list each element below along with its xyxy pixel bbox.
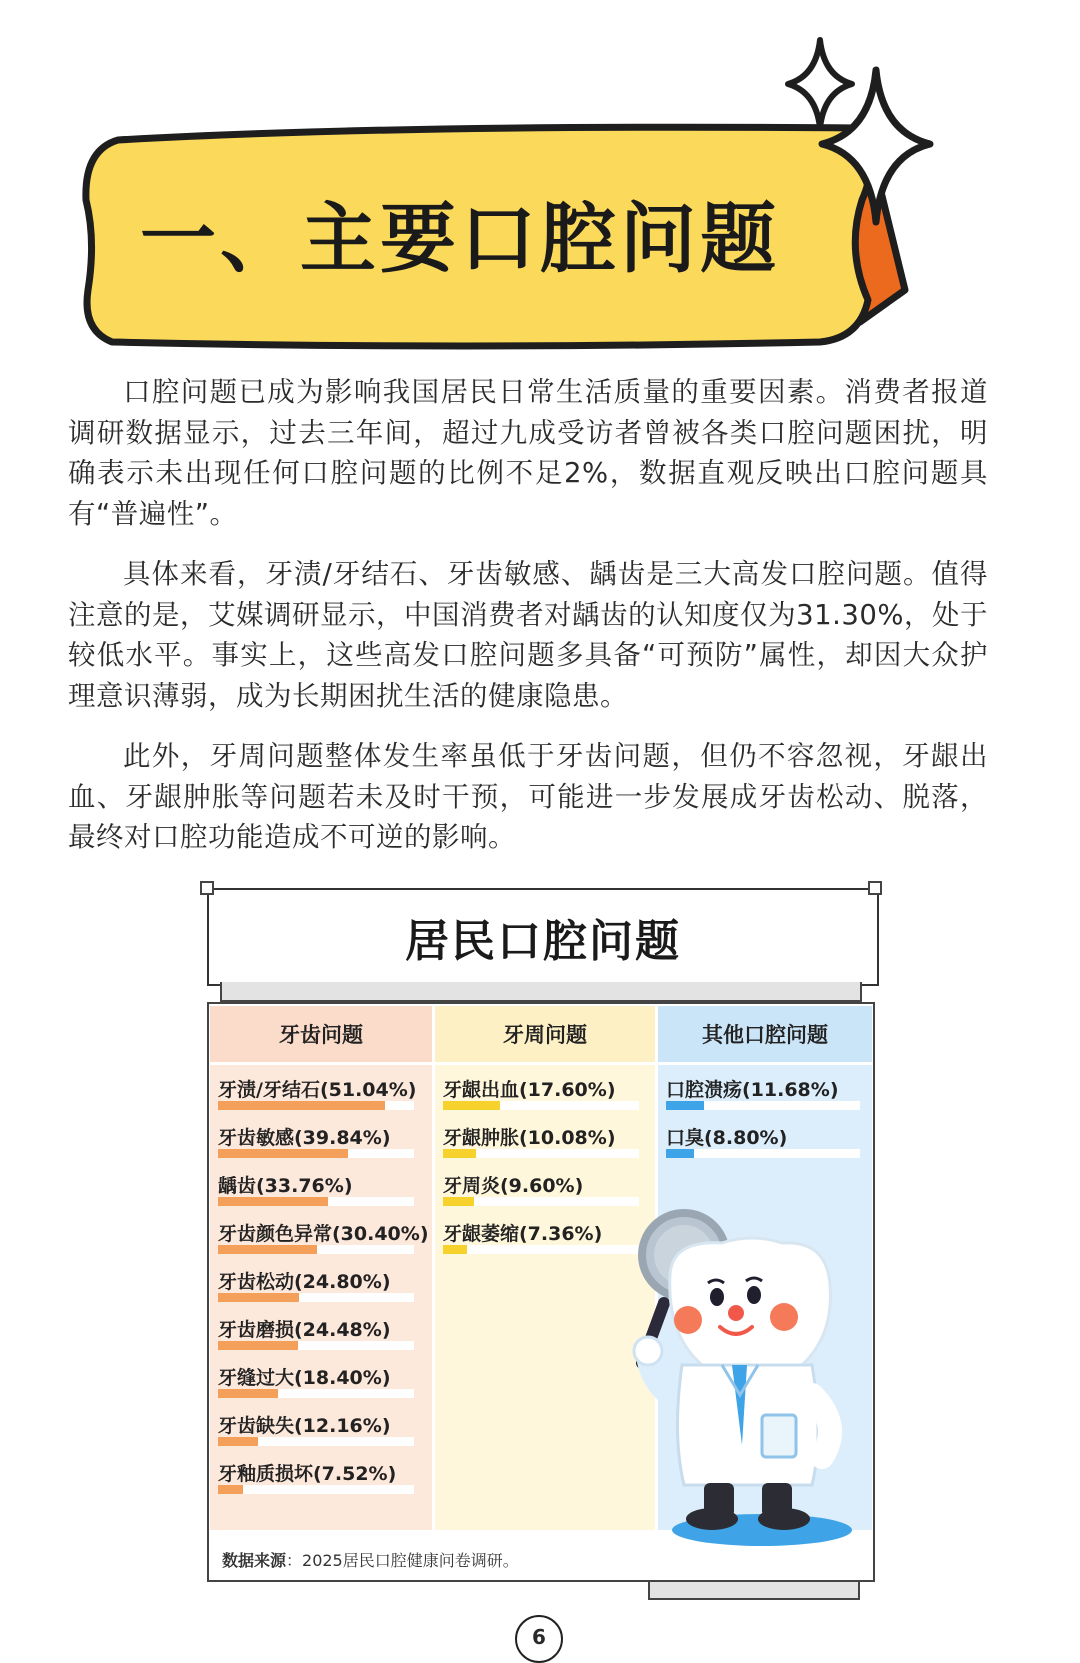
chart-item — [210, 1209, 432, 1257]
chart-bar-track — [666, 1101, 860, 1110]
chart-item-label: 牙龈肿胀(10.08%) — [443, 1127, 616, 1149]
corner-handle-left — [200, 881, 214, 895]
chart-bar — [666, 1101, 704, 1110]
chart-item — [210, 1449, 432, 1497]
chart-bar-track — [218, 1389, 414, 1398]
chart-bar-track — [443, 1101, 639, 1110]
chart-item-label: 牙龈萎缩(7.36%) — [443, 1223, 603, 1245]
chart-bar — [218, 1485, 243, 1494]
chart-item — [658, 1065, 872, 1113]
data-source-note — [222, 1548, 519, 1571]
chart-item — [210, 1305, 432, 1353]
chart-item-label: 龋齿(33.76%) — [218, 1175, 353, 1197]
chart-item-label: 牙釉质损坏(7.52%) — [218, 1463, 397, 1485]
paragraph-2: 具体来看，牙渍/牙结石、牙齿敏感、龋齿是三大高发口腔问题。值得注意的是，艾媒调研显示，中国消费者对龋齿的认知度仅为31.30%，处于较低水平。事实上，这些高发口腔问题多具备“可预防”属性，却因大众护理意识薄弱，成为长期困扰生活的健康隐患。 — [68, 558, 988, 712]
chart-item — [210, 1113, 432, 1161]
chart-bar-track — [218, 1101, 414, 1110]
chart-item-label: 口臭(8.80%) — [666, 1127, 788, 1149]
chart-item — [435, 1113, 655, 1161]
chart-item-label: 牙齿磨损(24.48%) — [218, 1319, 391, 1341]
chart-item — [210, 1065, 432, 1113]
chart-bar — [218, 1389, 278, 1398]
chart-bar-track — [218, 1437, 414, 1446]
column-header: 其他口腔问题 — [658, 1006, 872, 1065]
source-label: 数据来源 — [222, 1551, 287, 1570]
title-box-shadow — [220, 982, 862, 1002]
card-title-box — [207, 888, 879, 986]
chart-bar-track — [218, 1341, 414, 1350]
column-header: 牙周问题 — [435, 1006, 655, 1065]
corner-handle-right — [868, 881, 882, 895]
chart-item — [210, 1353, 432, 1401]
chart-bar — [218, 1341, 298, 1350]
chart-item-label: 牙齿颜色异常(30.40%) — [218, 1223, 429, 1245]
sparkle-icon-small — [788, 40, 852, 128]
chart-item-label: 牙齿敏感(39.84%) — [218, 1127, 391, 1149]
chart-bar — [443, 1245, 467, 1254]
chart-bar-track — [443, 1245, 639, 1254]
chart-bar-track — [218, 1245, 414, 1254]
chart-bar — [443, 1197, 474, 1206]
chart-bar-track — [218, 1293, 414, 1302]
chart-item-label: 口腔溃疡(11.68%) — [666, 1079, 839, 1101]
column-tooth-problems — [210, 1006, 432, 1530]
chart-bar — [443, 1149, 476, 1158]
chart-bar-track — [218, 1197, 414, 1206]
paragraph-3: 此外，牙周问题整体发生率虽低于牙齿问题，但仍不容忽视，牙龈出血、牙龈肿胀等问题若未及时干预，可能进一步发展成牙齿松动、脱落，最终对口腔功能造成不可逆的影响。 — [68, 740, 988, 853]
card-title: 居民口腔问题 — [405, 916, 681, 967]
page-number: 6 — [515, 1615, 563, 1663]
chart-bar — [443, 1101, 500, 1110]
chart-bar — [218, 1149, 348, 1158]
chart-bar — [218, 1245, 317, 1254]
chart-bar-track — [443, 1197, 639, 1206]
table-frame-shadow — [648, 1582, 860, 1600]
chart-bar — [218, 1197, 328, 1206]
chart-item — [658, 1113, 872, 1161]
column-header: 牙齿问题 — [210, 1006, 432, 1065]
chart-bar — [218, 1293, 299, 1302]
chart-bar — [218, 1437, 258, 1446]
chart-bar-track — [443, 1149, 639, 1158]
chart-item-label: 牙齿松动(24.80%) — [218, 1271, 391, 1293]
chart-item — [435, 1065, 655, 1113]
section-banner — [0, 0, 1080, 360]
source-text: ：2025居民口腔健康问卷调研。 — [286, 1551, 519, 1570]
banner-title: 一、主要口腔问题 — [140, 194, 780, 283]
tooth-doctor-mascot — [612, 1185, 882, 1550]
chart-bar — [666, 1149, 694, 1158]
chart-bar — [218, 1101, 385, 1110]
chart-bar-track — [666, 1149, 860, 1158]
chart-item-label: 牙齿缺失(12.16%) — [218, 1415, 391, 1437]
chart-item — [210, 1401, 432, 1449]
chart-bar-track — [218, 1485, 414, 1494]
paragraph-1: 口腔问题已成为影响我国居民日常生活质量的重要因素。消费者报道调研数据显示，过去三年间，超过九成受访者曾被各类口腔问题困扰，明确表示未出现任何口腔问题的比例不足2%，数据直观反映出口腔问题具有“普遍性”。 — [68, 376, 988, 530]
article-body — [68, 372, 988, 878]
chart-item — [210, 1161, 432, 1209]
chart-item-label: 牙缝过大(18.40%) — [218, 1367, 391, 1389]
chart-item-label: 牙周炎(9.60%) — [443, 1175, 584, 1197]
chart-item — [210, 1257, 432, 1305]
chart-bar-track — [218, 1149, 414, 1158]
chart-item-label: 牙龈出血(17.60%) — [443, 1079, 616, 1101]
chart-item-label: 牙渍/牙结石(51.04%) — [218, 1079, 417, 1101]
